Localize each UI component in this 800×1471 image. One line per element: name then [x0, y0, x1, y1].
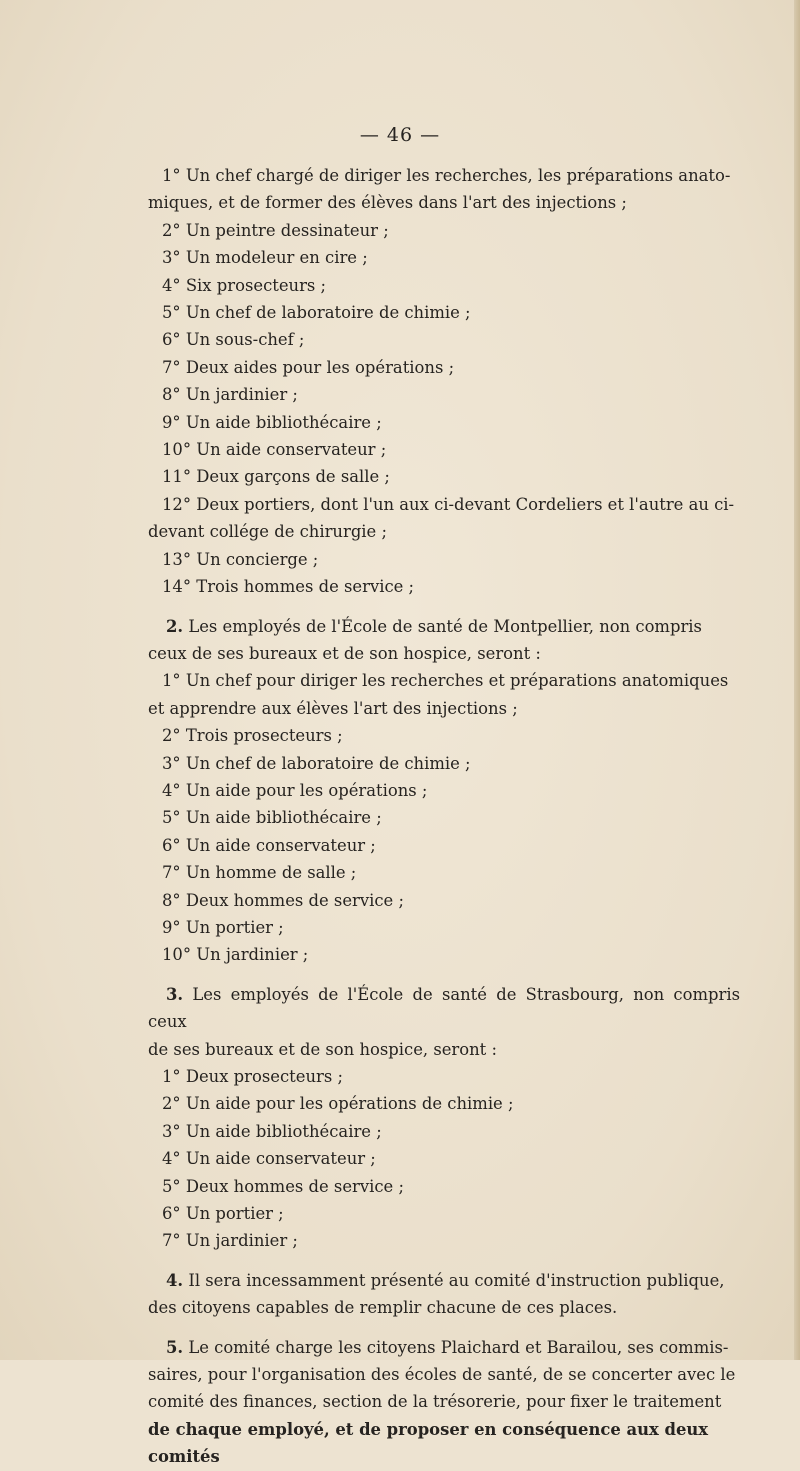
article-5-text	[148, 1334, 740, 1361]
list-item-continuation: miques, et de former des élèves dans l'art des injections ;	[148, 193, 627, 213]
list-item: 6° Un portier ;	[162, 1204, 284, 1224]
article-4-continuation: des citoyens capables de remplir chacune de ces places.	[148, 1298, 618, 1318]
article-3-intro-continuation: de ses bureaux et de son hospice, seront :	[148, 1039, 498, 1059]
list-item: 12° Deux portiers, dont l'un aux ci-devant Cordeliers et l'autre au ci-	[162, 494, 735, 514]
article-number: 3.	[166, 984, 184, 1004]
list-item: 8° Deux hommes de service ;	[162, 890, 404, 910]
section-2	[148, 613, 740, 969]
list-item: 7° Deux aides pour les opérations ;	[162, 357, 455, 377]
list-item: 10° Un jardinier ;	[162, 945, 309, 965]
list-item: 2° Un peintre dessinateur ;	[162, 220, 389, 240]
article-5-continuation: saires, pour l'organisation des écoles de santé, de se concerter avec le	[148, 1365, 736, 1385]
article-4-text	[148, 1267, 740, 1294]
article-5-continuation: de chaque employé, et de proposer en conséquence aux deux comités	[148, 1419, 709, 1467]
list-item: 4° Six prosecteurs ;	[162, 275, 327, 295]
article-5-continuation: comité des finances, section de la trésorerie, pour fixer le traitement	[148, 1392, 722, 1412]
list-item: 6° Un aide conservateur ;	[162, 835, 376, 855]
list-item: 4° Un aide conservateur ;	[162, 1149, 376, 1169]
article-text: Il sera incessamment présenté au comité d'instruction publique,	[188, 1270, 725, 1290]
article-text: Les employés de l'École de santé de Strasbourg, non compris ceux	[148, 984, 741, 1032]
page-number: — 46 —	[359, 124, 441, 146]
list-item-continuation: devant collége de chirurgie ;	[148, 522, 387, 542]
section-4	[148, 1267, 740, 1322]
list-item: 7° Un jardinier ;	[162, 1231, 298, 1251]
section-5	[148, 1334, 740, 1471]
document-body	[148, 162, 740, 1471]
list-item: 10° Un aide conservateur ;	[162, 440, 387, 460]
list-item: 9° Un aide bibliothécaire ;	[162, 412, 382, 432]
list-item: 2° Trois prosecteurs ;	[162, 726, 343, 746]
list-item: 5° Deux hommes de service ;	[162, 1176, 404, 1196]
list-item: 6° Un sous-chef ;	[162, 330, 305, 350]
section-1-list	[148, 162, 740, 601]
article-3-intro	[148, 981, 740, 1036]
article-number: 4.	[166, 1270, 184, 1290]
list-item: 9° Un portier ;	[162, 917, 284, 937]
list-item: 14° Trois hommes de service ;	[162, 577, 415, 597]
list-item: 3° Un modeleur en cire ;	[162, 248, 368, 268]
article-2-intro-continuation: ceux de ses bureaux et de son hospice, seront :	[148, 643, 541, 663]
article-text: Les employés de l'École de santé de Montpellier, non compris	[188, 616, 702, 636]
list-item: 2° Un aide pour les opérations de chimie ;	[162, 1094, 514, 1114]
list-item: 4° Un aide pour les opérations ;	[162, 780, 428, 800]
list-item: 3° Un aide bibliothécaire ;	[162, 1121, 382, 1141]
article-2-intro	[148, 613, 740, 640]
list-item: 3° Un chef de laboratoire de chimie ;	[162, 753, 471, 773]
list-item: 5° Un aide bibliothécaire ;	[162, 808, 382, 828]
list-item: 1° Un chef chargé de diriger les recherches, les préparations anato-	[162, 166, 731, 185]
article-number: 5.	[166, 1337, 184, 1357]
list-item: 11° Deux garçons de salle ;	[162, 467, 390, 487]
list-item: 1° Deux prosecteurs ;	[162, 1067, 343, 1086]
list-item: 5° Un chef de laboratoire de chimie ;	[162, 303, 471, 323]
page-edge	[794, 0, 800, 1360]
list-item: 8° Un jardinier ;	[162, 385, 298, 405]
list-item: 13° Un concierge ;	[162, 549, 319, 569]
article-text: Le comité charge les citoyens Plaichard et Barailou, ses commis-	[188, 1337, 729, 1357]
list-item: 1° Un chef pour diriger les recherches et préparations anatomiques	[162, 671, 729, 691]
article-number: 2.	[166, 616, 184, 636]
list-item: 7° Un homme de salle ;	[162, 863, 357, 883]
section-3	[148, 981, 740, 1255]
list-item-continuation: et apprendre aux élèves l'art des injections ;	[148, 698, 518, 718]
